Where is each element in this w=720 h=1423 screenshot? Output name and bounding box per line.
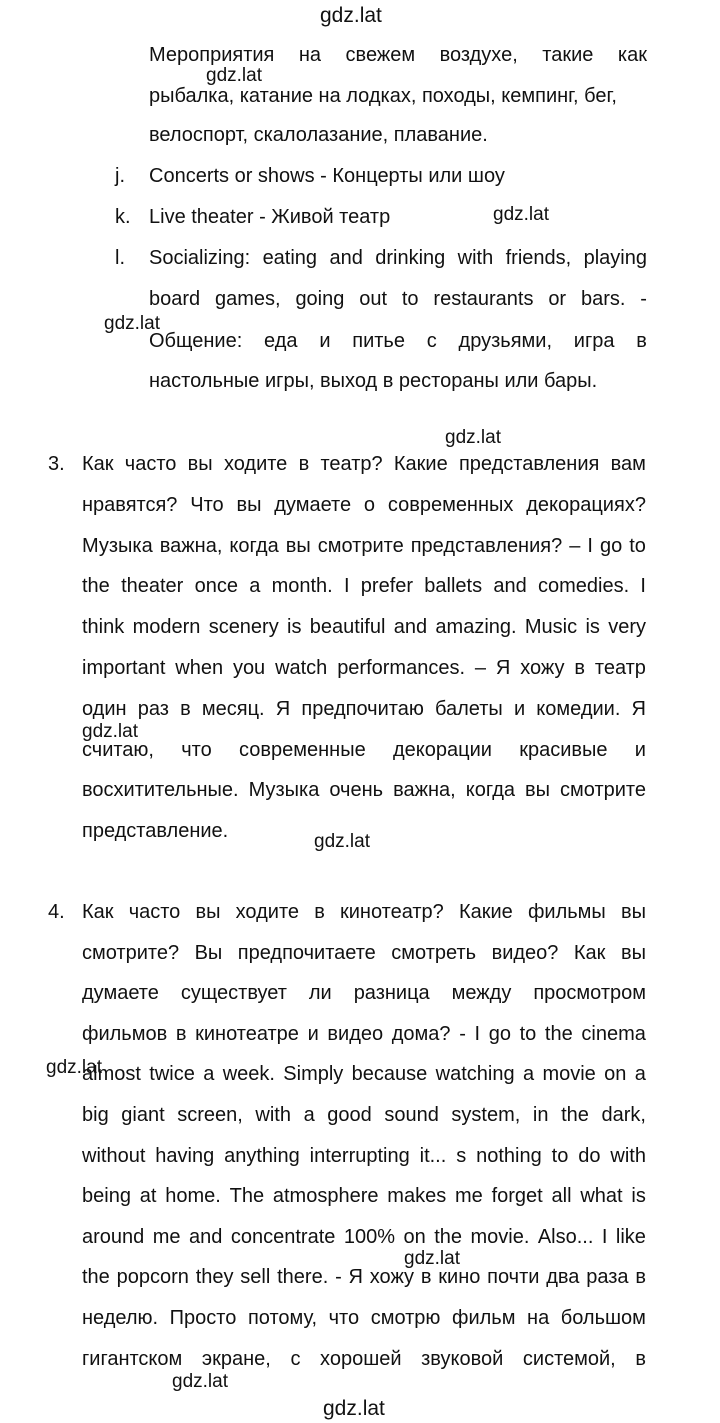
word: I (474, 1022, 481, 1045)
word: me (152, 1225, 181, 1248)
watermark: gdz.lat (206, 65, 262, 86)
word: когда (465, 779, 516, 802)
word: out (359, 288, 388, 310)
word: комедии. (536, 697, 621, 720)
word: Also... (537, 1225, 594, 1248)
word: существует (180, 982, 287, 1005)
word: think (82, 616, 125, 639)
word: sell (240, 1266, 271, 1289)
word: anything (224, 1144, 300, 1167)
word: s (456, 1144, 467, 1167)
word: раз (137, 697, 169, 720)
word: театр? (320, 453, 383, 475)
word: big (82, 1104, 109, 1126)
word: twice (149, 1063, 195, 1086)
word: в (635, 1347, 646, 1370)
watermark: gdz.lat (493, 204, 549, 225)
word: балеты (435, 697, 503, 720)
word: I (640, 575, 646, 598)
word: два (546, 1266, 580, 1289)
word: думаете (274, 493, 352, 516)
word: giant (121, 1104, 165, 1126)
word: - (459, 1022, 466, 1045)
word: you (232, 657, 266, 679)
word: to (519, 1022, 537, 1045)
word: and (393, 616, 428, 639)
paragraph-line (82, 1267, 646, 1287)
paragraph-line (82, 1186, 646, 1206)
paragraph-line (82, 1227, 646, 1247)
word: Я (495, 657, 511, 679)
word: видео? (491, 941, 559, 964)
word: ballets (424, 575, 483, 598)
word: вы (620, 901, 646, 923)
word: смотрите? (82, 941, 180, 964)
word: и (513, 697, 526, 720)
word: on (403, 1225, 426, 1248)
word: хорошей (320, 1347, 402, 1370)
word: на (527, 1307, 550, 1329)
word: Общение: (149, 330, 243, 352)
word: дома? (391, 1022, 451, 1045)
word: eating (262, 247, 318, 269)
word: – (474, 657, 487, 679)
paragraph-line (82, 658, 646, 678)
word: friends, (505, 247, 572, 269)
word: воздухе, (439, 44, 518, 66)
word: Какие (458, 901, 513, 923)
word: предпочитаете (237, 941, 376, 964)
paragraph-line (82, 699, 646, 719)
word: Я (631, 697, 646, 720)
word: думаете (82, 982, 159, 1005)
paragraph-line (82, 1349, 646, 1369)
word: - (335, 1266, 342, 1289)
word: что (328, 1307, 360, 1329)
question-number: 4. (48, 901, 65, 923)
word: еда (264, 330, 298, 352)
watermark: gdz.lat (104, 313, 160, 334)
word: popcorn (116, 1266, 189, 1289)
word: смотреть (391, 941, 477, 964)
word: going (295, 288, 345, 310)
word: with (255, 1104, 291, 1126)
word: system, (451, 1104, 521, 1126)
word: with (457, 247, 494, 269)
word: декорациях? (526, 493, 646, 516)
word: the (82, 575, 110, 598)
word: go (599, 534, 623, 557)
word: and (493, 575, 527, 598)
word: a (203, 1063, 215, 1086)
word: Я (348, 1266, 363, 1289)
paragraph-line (82, 617, 646, 637)
paragraph-line (82, 740, 646, 760)
word: Simply (283, 1063, 344, 1086)
word: a (303, 1104, 315, 1126)
word: with (610, 1144, 646, 1167)
paragraph-line (82, 1146, 646, 1166)
paragraph-line (82, 536, 646, 556)
paragraph-line (82, 495, 646, 515)
word: и (307, 1022, 319, 1045)
word: между (451, 982, 512, 1005)
word: there. (277, 1266, 329, 1289)
word: фильмов (82, 1022, 168, 1045)
word: когда (229, 534, 279, 557)
word: вы (285, 534, 311, 557)
word: смотрю (370, 1307, 441, 1329)
word: представления? (410, 534, 563, 557)
word: in (532, 1104, 549, 1126)
word: смотрите (317, 534, 404, 557)
list-item-text-line (149, 45, 647, 65)
word: around (82, 1225, 145, 1248)
word: важна, (393, 779, 456, 802)
word: atmosphere (272, 1185, 379, 1208)
word: – (569, 534, 581, 557)
word: the (544, 1022, 573, 1045)
word: о (363, 493, 376, 516)
watermark: gdz.lat (172, 1371, 228, 1392)
word: вы (187, 453, 213, 475)
watermark: gdz.lat (320, 4, 382, 27)
word: почти (487, 1266, 540, 1289)
word: Мероприятия (149, 44, 275, 66)
word: good (327, 1104, 372, 1126)
list-marker: j. (115, 165, 125, 187)
word: потому, (247, 1307, 318, 1329)
word: Просто (169, 1307, 237, 1329)
paragraph-line (82, 943, 646, 963)
word: movie (542, 1063, 596, 1086)
word: кинотеатр? (339, 901, 444, 923)
watermark: gdz.lat (445, 427, 501, 448)
word: считаю, (82, 738, 154, 761)
word: board (149, 288, 201, 310)
paragraph-line (82, 1308, 646, 1328)
word: a (634, 1063, 646, 1086)
word: Как (573, 941, 606, 964)
word: Музыка (82, 534, 153, 557)
word: dark, (601, 1104, 646, 1126)
word: в (175, 1022, 187, 1045)
word: кинотеатре (195, 1022, 299, 1045)
word: Какие (393, 453, 448, 475)
word: performances. (337, 657, 466, 679)
word: what (580, 1185, 623, 1208)
word: Я (275, 697, 291, 720)
word: they (195, 1266, 234, 1289)
word: a (522, 1063, 535, 1086)
word: comedies. (537, 575, 630, 598)
list-item-text-line: рыбалка, катание на лодках, походы, кемпинг, бег, (149, 85, 617, 107)
word: to (629, 534, 646, 557)
word: в (298, 453, 310, 475)
word: because (351, 1063, 428, 1086)
word: all (551, 1185, 572, 1208)
paragraph-line (82, 902, 646, 922)
word: watch (275, 657, 328, 679)
word: в (314, 901, 325, 923)
word: ходите (235, 901, 300, 923)
list-item-text-line: Concerts or shows - Концерты или шоу (149, 165, 505, 187)
word: разница (353, 982, 430, 1005)
word: screen, (177, 1104, 243, 1126)
word: свежем (345, 44, 416, 66)
list-item-text-line (149, 289, 647, 309)
word: and (189, 1225, 223, 1248)
word: неделю. (82, 1307, 159, 1329)
word: nothing (476, 1144, 542, 1167)
word: restaurants (433, 288, 534, 310)
watermark: gdz.lat (82, 721, 138, 742)
word: 100% (343, 1225, 395, 1248)
word: декорации (393, 738, 492, 761)
word: is (585, 616, 600, 639)
word: interrupting (309, 1144, 410, 1167)
word: and (329, 247, 363, 269)
word: Socializing: (149, 247, 251, 269)
word: the (82, 1266, 110, 1289)
word: month. (271, 575, 333, 598)
paragraph-line (82, 454, 646, 474)
word: в (636, 330, 647, 352)
word: раза (586, 1266, 629, 1289)
word: the (434, 1225, 462, 1248)
word: на (298, 44, 322, 66)
word: beautiful (309, 616, 386, 639)
word: красивые (519, 738, 608, 761)
word: и (634, 738, 646, 761)
word: sound (384, 1104, 439, 1126)
word: concentrate (230, 1225, 336, 1248)
word: cinema (581, 1022, 646, 1045)
word: в (574, 657, 586, 679)
paragraph-line: представление. (82, 820, 229, 843)
word: вы (195, 901, 221, 923)
list-item-text-line (149, 331, 647, 351)
paragraph-line (82, 576, 646, 596)
word: I (587, 534, 593, 557)
word: go (488, 1022, 511, 1045)
word: вы (620, 941, 646, 964)
word: большом (560, 1307, 646, 1329)
word: movie. (470, 1225, 530, 1248)
word: important (82, 657, 166, 679)
word: современных (387, 493, 514, 516)
word: нравятся? (82, 493, 178, 516)
paragraph-line (82, 780, 646, 800)
word: очень (329, 779, 384, 802)
word: Music (524, 616, 578, 639)
word: modern (132, 616, 201, 639)
word: - (640, 288, 647, 310)
list-marker: l. (115, 247, 125, 269)
word: восхитительные. (82, 779, 239, 802)
word: scenery (208, 616, 279, 639)
word: Музыка (248, 779, 320, 802)
word: on (604, 1063, 627, 1086)
word: it... (419, 1144, 447, 1167)
word: almost (82, 1063, 141, 1086)
word: Что (190, 493, 224, 516)
word: a (249, 575, 261, 598)
word: or (548, 288, 567, 310)
word: и (319, 330, 331, 352)
list-item-text-line: Live theater - Живой театр (149, 206, 391, 228)
word: в (420, 1266, 432, 1289)
word: вы (236, 493, 262, 516)
word: without (82, 1144, 146, 1167)
word: такие (542, 44, 594, 66)
paragraph-line (82, 1064, 646, 1084)
word: с (426, 330, 437, 352)
paragraph-line (82, 1105, 646, 1125)
word: хожу (369, 1266, 415, 1289)
word: в (635, 1266, 646, 1289)
word: home. (165, 1185, 221, 1208)
word: at (139, 1185, 157, 1208)
watermark: gdz.lat (404, 1248, 460, 1269)
word: I (601, 1225, 608, 1248)
word: is (287, 616, 302, 639)
question-number: 3. (48, 453, 65, 475)
watermark: gdz.lat (46, 1057, 102, 1078)
word: being (82, 1185, 131, 1208)
word: что (181, 738, 212, 761)
word: фильм (451, 1307, 516, 1329)
word: ли (308, 982, 332, 1005)
watermark: gdz.lat (314, 831, 370, 852)
word: один (82, 697, 127, 720)
word: театр (594, 657, 646, 679)
list-marker: k. (115, 206, 131, 228)
word: представления (458, 453, 600, 475)
word: предпочитаю (301, 697, 424, 720)
word: the (561, 1104, 589, 1126)
word: is (631, 1185, 646, 1208)
list-item-text-line: настольные игры, выход в рестораны или бары. (149, 370, 598, 392)
word: экране, (201, 1347, 271, 1370)
word: друзьями, (458, 330, 553, 352)
word: системой, (522, 1347, 616, 1370)
paragraph-line (82, 1024, 646, 1044)
word: питье (352, 330, 405, 352)
word: amazing. (435, 616, 517, 639)
word: как (617, 44, 647, 66)
word: с (290, 1347, 301, 1370)
watermark: gdz.lat (323, 1397, 385, 1420)
word: like (615, 1225, 646, 1248)
word: вы (525, 779, 551, 802)
word: современные (239, 738, 366, 761)
word: фильмы (527, 901, 606, 923)
word: ходите (223, 453, 288, 475)
word: Как (82, 453, 114, 475)
word: видео (327, 1022, 384, 1045)
word: when (175, 657, 224, 679)
word: bars. (580, 288, 626, 310)
word: forget (491, 1185, 543, 1208)
word: to (551, 1144, 569, 1167)
word: playing (583, 247, 647, 269)
word: смотрите (560, 779, 646, 802)
word: важна, (159, 534, 223, 557)
word: once (194, 575, 238, 598)
word: хожу (520, 657, 565, 679)
list-item-text-line (149, 248, 647, 268)
word: me (455, 1185, 483, 1208)
word: I (343, 575, 350, 598)
word: theater (121, 575, 184, 598)
word: prefer (360, 575, 414, 598)
word: having (155, 1144, 215, 1167)
paragraph-line (82, 983, 646, 1003)
word: просмотром (533, 982, 646, 1005)
word: Как (82, 901, 114, 923)
word: в (180, 697, 191, 720)
word: games, (215, 288, 281, 310)
word: игра (573, 330, 615, 352)
word: very (608, 616, 646, 639)
list-item-text-line: велоспорт, скалолазание, плавание. (149, 124, 488, 146)
word: week. (222, 1063, 275, 1086)
word: Вы (194, 941, 223, 964)
word: месяц. (201, 697, 265, 720)
word: to (401, 288, 419, 310)
word: гигантском (82, 1347, 183, 1370)
word: кино (438, 1266, 481, 1289)
word: звуковой (421, 1347, 504, 1370)
word: drinking (375, 247, 446, 269)
word: вам (610, 453, 646, 475)
word: watching (435, 1063, 515, 1086)
word: часто (124, 453, 177, 475)
word: makes (387, 1185, 447, 1208)
word: do (578, 1144, 601, 1167)
word: часто (128, 901, 181, 923)
word: The (229, 1185, 265, 1208)
